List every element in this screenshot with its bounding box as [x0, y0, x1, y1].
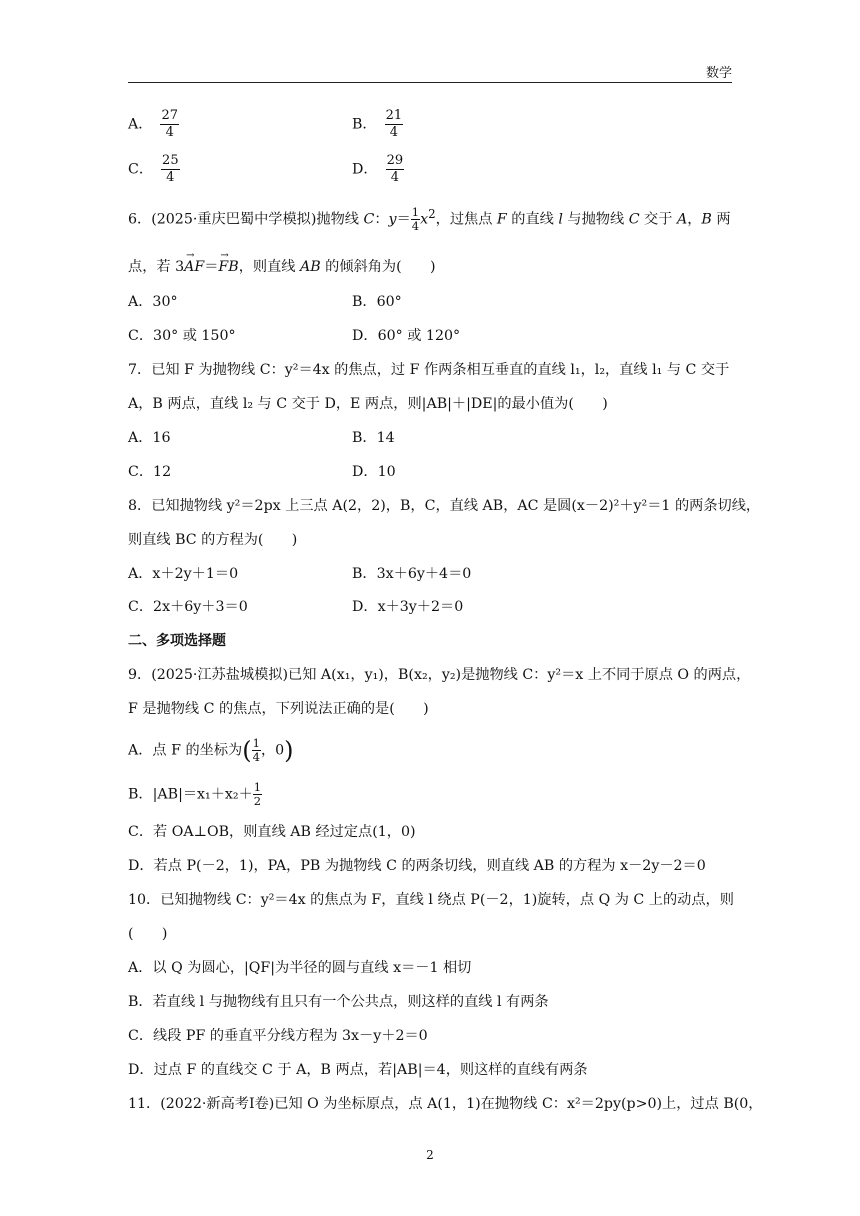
q6-option-a: A．30° — [128, 294, 178, 310]
q5-b-fraction: $\frac{21}{4}$ — [385, 108, 403, 140]
q9-option-b: B．|AB|＝x₁＋x₂＋ $\frac{1}{2}$ — [128, 780, 262, 808]
q5-option-c: C． $\frac{25}{4}$ — [128, 153, 179, 185]
q6-option-b: B．60° — [352, 294, 402, 310]
q5-option-d: D． $\frac{29}{4}$ — [352, 153, 404, 185]
q9-option-d: D．若点 P(－2，1)，PA，PB 为抛物线 C 的两条切线，则直线 AB 的方程为 x－2y－2＝0 — [128, 858, 706, 874]
q6-stem-line2: 点，若 3→ AF＝→ FB，则直线 AB 的倾斜角为( ) — [128, 257, 732, 277]
q9-a-fraction: $\frac{1}{4}$ — [252, 736, 260, 764]
q10-option-a: A．以 Q 为圆心，|QF|为半径的圆与直线 x＝－1 相切 — [128, 960, 472, 976]
q8-stem-line2: 则直线 BC 的方程为( ) — [128, 532, 298, 548]
q8-option-d: D．x＋3y＋2＝0 — [352, 599, 464, 615]
q10-stem-line1: 10．已知抛物线 C：y²＝4x 的焦点为 F，直线 l 绕点 P(－2，1)旋转，点 Q 为 C 上的动点，则 — [128, 892, 734, 908]
q9-stem-line1: 9．(2025·江苏盐城模拟)已知 A(x₁，y₁)，B(x₂，y₂)是抛物线 C：y²＝x 上不同于原点 O 的两点， — [128, 667, 751, 683]
q9-b-fraction: $\frac{1}{2}$ — [253, 780, 262, 808]
header-subject: 数学 — [705, 66, 732, 81]
q8-option-c: C．2x＋6y＋3＝0 — [128, 599, 248, 615]
q7-stem-line1: 7．已知 F 为抛物线 C：y²＝4x 的焦点，过 F 作两条相互垂直的直线 l₁，l₂，直线 l₁ 与 C 交于 — [128, 362, 730, 378]
q8-option-b: B．3x＋6y＋4＝0 — [352, 566, 472, 582]
q7-stem-line2: A，B 两点，直线 l₂ 与 C 交于 D，E 两点，则|AB|＋|DE|的最小值为( ) — [128, 396, 608, 412]
q5-d-fraction: $\frac{29}{4}$ — [386, 153, 404, 185]
q9-option-a: A．点 F 的坐标为( $\frac{1}{4}$ ，0) — [128, 736, 294, 765]
q8-stem-line1: 8．已知抛物线 y²＝2px 上三点 A(2，2)，B，C，直线 AB，AC 是圆(x－2)²＋y²＝1 的两条切线， — [128, 498, 761, 514]
q5-c-fraction: $\frac{25}{4}$ — [162, 153, 179, 185]
q9-option-c: C．若 OA⊥OB，则直线 AB 经过定点(1，0) — [128, 824, 416, 840]
q6-option-c: C．30° 或 150° — [128, 328, 236, 344]
q6-quarter-fraction: $\frac{1}{4}$ — [411, 205, 420, 234]
header-rule — [128, 82, 732, 83]
q5-option-b: B． $\frac{21}{4}$ — [352, 108, 403, 140]
section-heading: 二、多项选择题 — [128, 633, 226, 649]
q7-option-d: D．10 — [352, 464, 396, 480]
q9-stem-line2: F 是抛物线 C 的焦点，下列说法正确的是( ) — [128, 701, 429, 717]
q7-option-a: A．16 — [128, 430, 171, 446]
q6-stem-line1: 6．(2025·重庆巴蜀中学模拟)抛物线 C：y＝ $\frac{1}{4}$ $x^2$，过焦点 F 的直线 l 与抛物线 C 交于 A，B 两 — [128, 205, 731, 234]
q10-option-d: D．过点 F 的直线交 C 于 A，B 两点，若|AB|＝4，则这样的直线有两条 — [128, 1062, 588, 1078]
q10-option-c: C．线段 PF 的垂直平分线方程为 3x－y＋2＝0 — [128, 1028, 428, 1044]
q7-option-b: B．14 — [352, 430, 395, 446]
q11-stem-line1: 11．(2022·新高考Ⅰ卷)已知 O 为坐标原点，点 A(1，1)在抛物线 C：x²＝2py(p>0)上，过点 B(0， — [128, 1096, 763, 1112]
page-number: 2 — [426, 1148, 434, 1162]
q8-option-a: A．x＋2y＋1＝0 — [128, 566, 239, 582]
q5-a-fraction: $\frac{27}{4}$ — [161, 108, 178, 140]
q7-option-c: C．12 — [128, 464, 172, 480]
q10-option-b: B．若直线 l 与抛物线有且只有一个公共点，则这样的直线 l 有两条 — [128, 994, 549, 1010]
q5-option-a: A． $\frac{27}{4}$ — [128, 108, 178, 140]
q10-stem-line2: ( ) — [128, 926, 168, 942]
q6-option-d: D．60° 或 120° — [352, 328, 461, 344]
